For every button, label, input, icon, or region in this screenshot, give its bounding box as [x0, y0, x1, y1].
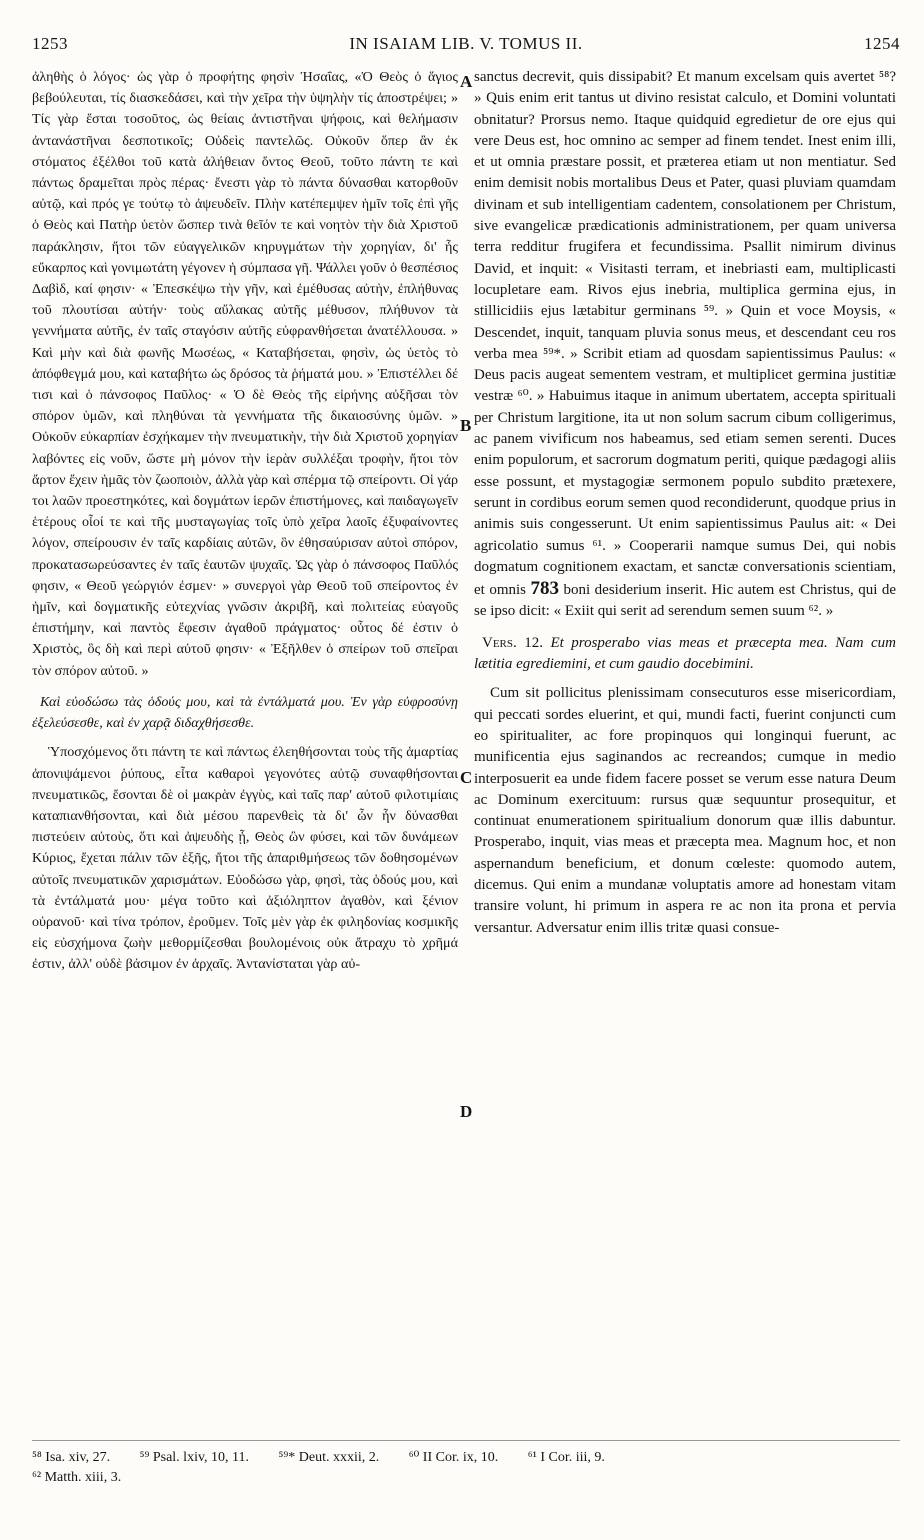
footnote: ⁶² Matth. xiii, 3.: [32, 1470, 122, 1485]
footnote: ⁵⁹ Psal. lxiv, 10, 11.: [139, 1450, 250, 1465]
margin-letter-d: D: [460, 1102, 473, 1121]
latin-paragraph: [474, 67, 896, 623]
latin-paragraph: Cum sit pollicitus plenissimam consecuturos esse misericordiam, qui peccati sordes eluerint, et qui, mundi facti, fuerint conjuncti cum eo spiritualiter, ac fore propinquos qui longinqui fuerunt, ac munificentia ejus saginandos ac recreandos; cumque in medio interposuerit ea unde fidem facere posset se verum esse natura Deum ac Dominum exercituum: rursus quæ sequuntur prosequitur, et continuat enumerationem spiritualium donorum quæ illis dabuntur. Prosperabo, inquit, vias meas et præcepta mea. Magnum hoc, et non aspernandum beneficium, et donum cœleste: quomodo autem, dicemus. Qui enim a mundanæ voluptatis amore ad honestam vitam transire volunt, hi primum in aspera re ac non ita prona et pervia versantur. Adversatur enim illis tritæ quasi consue-: [474, 685, 896, 936]
footnote: ⁵⁹* Deut. xxxii, 2.: [278, 1450, 380, 1465]
greek-paragraph: Ὑποσχόμενος ὅτι πάντη τε καὶ πάντως ἐλεηθήσονται τοὺς τῆς ἁμαρτίας ἀπονιψάμενοι ῥύπους, εἶτα καθαροὶ γεγονότες αὐτῷ συναφθήσονται πνευματικῶς, ἔσονται δὲ οἱ μακρὰν ἐγγὺς, καὶ ταῖς παρ' αὐτοῦ φιλοτιμίαις καταπιανθήσονται, καὶ διὰ μέσου παρενθεὶς τὰ δι' ὧν ἦν δύνασθαι πιστεύειν αὐτοὺς, ὅτι καὶ ἀψευδὴς ᾖ, Θεὸς ὢν φύσει, καὶ τῶν δυνάμεων Κύριος, ἔχεται πάλιν τῶν ἑξῆς, ἤτοι τῆς ἀπαριθμήσεως τῶν δοθησομένων αὐτοῖς πνευματικῶν χαρισμάτων. Εὐοδώσω γὰρ, φησὶ, τὰς ὁδούς μου, καὶ τὰ ἐντάλματά μου· μέγα τοῦτο καὶ ἀξιόληπτον ἀγαθὸν, καὶ ξένιον οὐρανοῦ· καὶ τίνα τρόπον, ἐροῦμεν. Τοῖς μὲν γὰρ ἐκ φιληδονίας κοσμικῆς εἰς εὐσχήμονα ζωὴν μεθορμίζεσθαι βουλομένοις οὐκ ἄτραχυ τὸ χρῆμά ἐστιν, ἀλλ' οὐδὲ βάσιμον ἐν ἀρχαῖς. Ἀντανίσταται γὰρ αὐ-: [32, 744, 458, 973]
running-title: IN ISAIAM LIB. V. TOMUS II.: [349, 34, 583, 53]
latin-text: sanctus decrevit, quis dissipabit? Et manum excelsam quis avertet ⁵⁸? » Quis enim erit tantus ut divino resistat calculo, et Domini voluntati obnitatur? Prorsus nemo. Itaque quidquid egredietur de ore ejus qui vere Deus est, hoc omnino ac semper ad finem tendet. Inest enim illi, et ut omnia præstare possit, et præterea etiam ut non mentiatur. Sed enim demisit nobis mortalibus Deus et Pater, quasi pluviam quamdam divinam et sub intelligentiam cadentem, consolationem per Christum, sive evangelicæ prædicationis administrationem, per quam universa terra redditur frugifera et fecundissima. Psallit nimirum divinus David, et inquit: « Visitasti terram, et inebriasti eam, multiplicasti locupletare eam. Rivos ejus inebria, multiplica germina ejus, in stillicidiis ejus lætabitur germinans ⁵⁹. » Quin et voce Moysis, « Descendet, inquit, tanquam pluvia sonus meus, et descendant ceu ros verba mea ⁵⁹*. » Scribit etiam ad quosdam sapientissimus Paulus: « Deus pacis augeat sementem vestram, et multiplicet germina justitiæ vestræ ⁶⁰. » Habuimus itaque in animum ubertatem, accepta spirituali per Christum largitione, ita ut non solum sacrum cibum colligerimus, ac panem vivificum nos habeamus, sed etiam semen serenti. Duces enim populorum, et sacrorum dogmatum periti, quique pædagogi aliis esse possunt, et mystagogiæ sermonem populo subdito prætexere, serunt in cordibus eorum semen quod recondiderunt, quodque prius in animis suis congesserunt. Ut enim sapientissimus Paulus ait: « Dei agricolatio sumus ⁶¹. » Cooperarii namque sumus Dei, qui nobis dogmatum cognitionem exactam, et sanctæ conversationis scientiam, et omnis: [474, 69, 896, 599]
footnote: ⁵⁸ Isa. xiv, 27.: [32, 1450, 111, 1465]
latin-text: boni desiderium inserit. Hic autem est Christus, qui de se ipso dicit: « Exiit qui serit ad serendum semen suum ⁶². »: [474, 582, 896, 620]
verse-label: Vers. 12.: [482, 634, 543, 651]
footnote-rule: [32, 1440, 900, 1441]
column-number: 783: [530, 578, 559, 600]
greek-verse-heading: Καὶ εὐοδώσω τὰς ὁδούς μου, καὶ τὰ ἐντάλματά μου. Ἐν γὰρ εὐφροσύνῃ ἐξελεύσεσθε, καὶ ἐν χαρᾷ διδαχθήσεσθε.: [32, 693, 458, 732]
margin-letter-c: C: [460, 768, 473, 787]
page-number-left: 1253: [32, 34, 68, 53]
margin-letter-a: A: [460, 72, 473, 91]
latin-verse-heading: [474, 633, 896, 676]
running-header: [32, 34, 900, 60]
footnote: ⁶¹ I Cor. iii, 9.: [527, 1450, 605, 1465]
greek-column: [32, 67, 458, 1437]
footnote: ⁶⁰ II Cor. ix, 10.: [408, 1450, 499, 1465]
latin-column: [474, 67, 896, 1437]
verse-text: Et prosperabo vias meas et præcepta mea. Nam cum lætitia egrediemini, et cum gaudio docebimini.: [474, 634, 896, 673]
footnotes: [32, 1448, 900, 1488]
page-number-right: 1254: [864, 34, 900, 53]
margin-letter-b: B: [460, 416, 472, 435]
greek-paragraph: ἀληθὴς ὁ λόγος· ὡς γὰρ ὁ προφήτης φησὶν Ἡσαΐας, «Ὁ Θεὸς ὁ ἅγιος βεβούλευται, τίς διασκεδάσει, καὶ τὴν χεῖρα τὴν ὑψηλὴν τίς ἀποστρέψει; » Τίς γὰρ ἔσται τοσοῦτος, ὡς θείαις ἀντιστῆναι ψήφοις, καὶ θελήμασιν ἀντανάστῆναι δεσποτικοῖς; Οὐδεὶς παντελῶς. Οὐκοῦν ὅπερ ἂν ἐκ στόματος ἐξέλθοι τοῦ κατὰ ἀλήθειαν ὄντος Θεοῦ, τοῦτο πάντη τε καὶ πάντως δραμεῖται πρὸς πέρας· ἔνεστι γὰρ τὸ πάντα δύνασθαι κατορθοῦν αὐτῷ, καὶ πρός γε τούτῳ τὸ ἀψευδεῖν. Πλὴν κατέπεμψεν ἡμῖν τοῖς ἐπὶ γῆς ὁ Θεὸς καὶ Πατὴρ ὑετὸν ὥσπερ τινὰ θεῖόν τε καὶ νοητὸν τὴν διὰ Χριστοῦ παράκλησιν, ἤτοι τῶν εὐαγγελικῶν κηρυγμάτων τὴν χορηγίαν, δι' ἧς εὔκαρπος καὶ γονιμωτάτη γέγονεν ἡ σύμπασα γῆ. Ψάλλει γοῦν ὁ θεσπέσιος Δαβὶδ, καί φησιν· « Ἐπεσκέψω τὴν γῆν, καὶ ἐμέθυσας αὐτὴν, ἐπλήθυνας τοῦ πλουτίσαι αὐτήν· τοὺς αὔλακας αὐτῆς μέθυσον, πλήθυνον τὰ γεννήματα αὐτῆς, ἐν ταῖς σταγόσιν αὐτῆς εὐφρανθήσεται ἀνατέλλουσα. » Καὶ μὴν καὶ διὰ φωνῆς Μωσέως, « Καταβήσεται, φησὶν, ὡς ὑετὸς τὸ ἀπόφθεγμά μου, καὶ καταβήτω ὡς δρόσος τὰ ῥήματά μου. » Ἐπιστέλλει δέ τισι καὶ ὁ πάνσοφος Παῦλος· « Ὁ δὲ Θεὸς τῆς εἰρήνης αὐξῆσαι τὸν σπόρον ὑμῶν, καὶ πληθύναι τὰ γεννήματα τῆς δικαιοσύνης ὑμῶν. » Οὐκοῦν εὐκαρπίαν ἐσχήκαμεν τὴν πνευματικὴν, τὴν διὰ Χριστοῦ χορηγίαν λαβόντες εἰς νοῦν, ὥστε μὴ μόνον τὴν ἱερὰν συλλέξαι τροφὴν, ἤτοι τὸν ἄρτον ἔχειν ἡμᾶς τὸν ζωοποιὸν, ἀλλὰ γὰρ καὶ σπέρμα τῷ σπείροντι. Οἱ γάρ τοι λαῶν προεστηκότες, καὶ δογμάτων ἱερῶν ἐπιστήμονες, καὶ παιδαγωγεῖν ἑτέρους οἷοί τε καὶ τῆς μυσταγωγίας τοῖς ὑπὸ χεῖρα λαοῖς ἐξυφαίνοντες λόγον, σπείρουσιν ἐν ταῖς καρδίαις αὐτῶν, ὃν ἐθησαύρισαν αὐτοὶ σπόρον, προκατασωρεύσαντες ἐν ταῖς ἑαυτῶν ψυχαῖς. Ὡς γὰρ ὁ πάνσοφος Παῦλός φησιν, « Θεοῦ γεώργιόν ἐσμεν· » συνεργοὶ γὰρ Θεοῦ τοῦ σπείροντος ἐν ἡμῖν, καὶ δογματικῆς εὐτεχνίας γνῶσιν ἀκριβῆ, καὶ πολιτείας εὐαγοῦς ἐπιστήμην, καὶ παντὸς ἔφεσιν ἀγαθοῦ πράγματος· οὗτος δέ ἐστιν ὁ Χριστὸς, ὃς δὴ καὶ περὶ αὐτοῦ φησιν· « Ἐξῆλθεν ὁ σπείρων τοῦ σπεῖραι τὸν σπόρον αὐτοῦ. »: [32, 69, 458, 679]
